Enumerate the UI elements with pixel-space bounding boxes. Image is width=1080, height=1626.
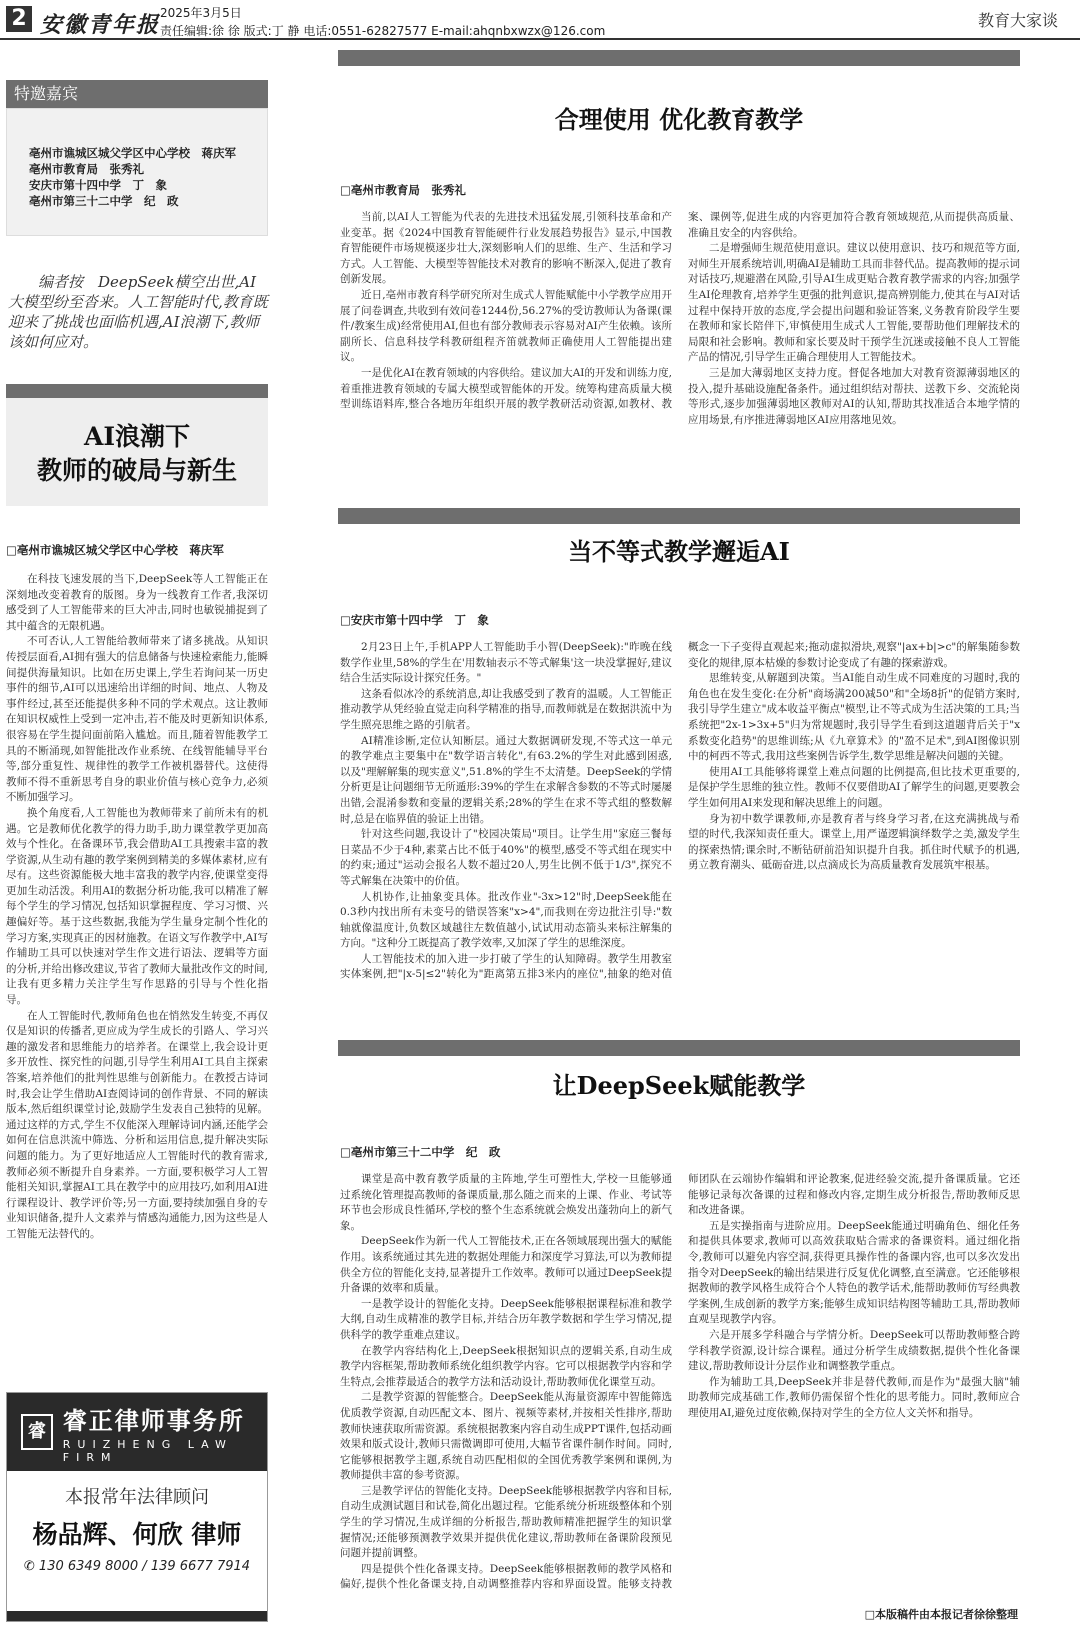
feature-title [6,420,268,488]
article3-title: 当不等式教学邂逅AI [568,537,790,566]
article1-paragraph: 不可否认,人工智能给教师带来了诸多挑战。从知识传授层面看,AI拥有强大的信息储备与快速检索能力,能瞬间提供海量知识。比如在历史课上,学生若询问某一历史事件的细节,AI可以迅速给出详细的时间、地点、人物及事件经过,甚至还能提供多种不同的学术观点。这让教师在知识权威性上受到一定冲击,若不能及时更新知识体系,很容易在学生提问面前陷入尴尬。而且,随着智能教学工具的不断涌现,如智能批改作业系统、在线智能辅导平台等,部分重复性、规律性的教学工作被机器替代。这使得教师不得不重新思考自身的职业价值与核心竞争力,必须不断加强学习。 [6,635,268,804]
article1-paragraph: 在人工智能时代,教师角色也在悄然发生转变,不再仅仅是知识的传播者,更应成为学生成长的引路人、学习兴趣的激发者和思维能力的培养者。在课堂上,我会设计更多开放性、探究性的问题,引导学生利用AI工具自主探索答案,培养他们的批判性思维与创新能力。在教授古诗词时,我会让学生借助AI查阅诗词的创作背景、不同的解读版本,然后组织课堂讨论,鼓励学生发表自己独特的见解。通过这样的方式,学生不仅能深入理解诗词内涵,还能学会如何在信息洪流中筛选、分析和运用信息,提升解决实际问题的能力。为了更好地适应人工智能时代的教育需求,教师必须不断提升自身素养。一方面,要积极学习人工智能相关知识,掌握AI工具在教学中的应用技巧,如利用AI进行课程设计、教学评价等;另一方面,要持续加强自身的专业知识储备,提升人文素养与情感沟通能力,因为这些是人工智能无法替代的。 [6,1009,268,1240]
ad-tagline: 本报常年法律顾问 [65,1487,209,1508]
ad-footer-bar [7,1611,267,1621]
article3-title-bar [338,508,1020,524]
article4-paragraph: 二是教学资源的智能整合。DeepSeek能从海量资源库中智能筛选优质教学资源,自动匹配文本、图片、视频等素材,并按相关性排序,帮助教师快速获取所需资源。系统根据教案内容自动生成PPT课件,包括动画效果和版式设计,教师只需微调即可使用,大幅节省课件制作时间。同时,它能够根据教学主题,系统自动匹配相似的全国优秀教学案例和课例,为教师提供丰富的参考资源。 [340,1391,672,1482]
article2-paragraph: 当前,以AI人工智能为代表的先进技术迅猛发展,引领科技革命和产业变革。据《2024中国教育智能硬件行业发展趋势报告》显示,中国教育智能硬件市场规模逐步壮大,深刻影响人们的思维、生产、生活和学习方式。人工智能、大模型等智能技术对教育的影响不断深入,促进了教育创新发展。 [340,211,672,286]
paper-name: 安徽青年报 [40,12,161,38]
law-firm-ad [6,1392,268,1622]
article1-byline: □亳州市谯城区城父学区中心学校 蒋庆军 [6,543,224,557]
article2-paragraph: 三是加大薄弱地区支持力度。督促各地加大对教育资源薄弱地区的投入,提升基础设施配备条件。通过组织结对帮扶、送教下乡、交流轮岗等形式,逐步加强薄弱地区教师对AI的认知,帮助其找准适合本地学情的应用场景,有序推进薄弱地区AI应用落地见效。 [688,366,1020,426]
article3-paragraph: 针对这些问题,我设计了"校园决策局"项目。让学生用"家庭三餐每日菜品不少于4种,素菜占比不低于40%"的模型,感受不等式组在现实中的约束;通过"运动会报名人数不超过20人,男生比例不低于1/3",探究不等式解集在决策中的价值。 [340,828,672,887]
article3-paragraph: 人机协作,让抽象变具体。批改作业"-3x>12"时,DeepSeek能在0.3秒内找出所有未变号的错误答案"x>4",而我则在旁边批注引导:"数轴就像温度计,负数区域越往左数值越小,试试用动态箭头来标注解集的方向。"这种分工既提高了教学效率,又加深了学生的思维深度。 [340,890,672,950]
guest-item: 亳州市第三十二中学 纪 政 [29,194,179,208]
article3-paragraph: 2月23日上午,手机APP人工智能助手小智(DeepSeek):"昨晚在线数学作业里,58%的学生在'用数轴表示不等式解集'这一块没掌握好,建议结合生活实际设计探究任务。" [340,641,672,685]
ad-lawyers: 杨品辉、何欣 律师 [32,1520,242,1549]
article2-paragraph: 一是优化AI在教育领域的内容供给。建议加大AI的开发和训练力度,着重推进教育领域的专属大模型或智能体的开发。统筹构建高质量大模型训练语料库,整合各地历年组织开展的教学教研活动资源,如教材、教案、课例等,促进生成的内容更加符合教育领域规范,从而提供高质量、准确且安全的内容供给。 [340,211,1020,411]
article4-paragraph: 四是提供个性化备课支持。DeepSeek能够根据教师的教学风格和偏好,提供个性化备课支持,自动调整推荐内容和界面设置。能够支持教师团队在云端协作编辑和评论教案,促进经验交流,提升备课质量。它还能够记录每次备课的过程和修改内容,定期生成分析报告,帮助教师反思和改进备课。 [340,1173,1020,1591]
issue-date: 2025年3月5日 [160,6,242,20]
law-firm-logo-icon: 睿 [21,1414,53,1450]
compiled-by-signature: □本版稿件由本报记者徐徐整理 [864,1608,1018,1621]
article3-paragraph: 人工智能技术的加入进一步打破了学生的认知障碍。教学生用教室实体案例,把"|x-5|≤2"转化为"距离第五排3米内的座位",抽象的绝对值概念一下子变得直观起来;拖动虚拟滑块,观察"|ax+b|>c"的解集随参数变化的规律,原本枯燥的参数讨论变成了有趣的探索游戏。 [340,641,1020,981]
feature-title-line1: AI浪潮下 [83,422,191,451]
article4-paragraph: DeepSeek作为新一代人工智能技术,正在各领域展现出强大的赋能作用。该系统通过其先进的数据处理能力和深度学习算法,可以为教师提供全方位的智能化支持,显著提升工作效率。教师可以通过DeepSeek提升备课的效率和质量。 [340,1235,672,1295]
article3-paragraph: 这条看似冰冷的系统消息,却让我感受到了教育的温暖。人工智能正推动教学从凭经验直觉走向科学精准的指导,而教师就是在数据洪流中为学生照亮思维之路的引航者。 [340,687,672,731]
article4-paragraph: 课堂是高中教育教学质量的主阵地,学生可塑性大,学校一旦能够通过系统化管理提高教师的备课质量,那么随之而来的上课、作业、考试等环节也会形成良性循环,学校的整个生态系统就会焕发出蓬勃向上的新气象。 [340,1173,672,1232]
article2-body [340,210,1020,442]
article4-body [340,1172,1020,1602]
law-firm-name-en: RUIZHENG LAW FIRM [62,1437,233,1464]
editor-note: 编者按 DeepSeek横空出世,AI大模型纷至沓来。人工智能时代,教育既迎来了挑战也面临机遇,AI浪潮下,教师该如何应对。 [8,273,268,351]
feature-title-line2: 教师的破局与新生 [36,456,237,485]
article3-paragraph: 使用AI工具能够将课堂上难点问题的比例提高,但比技术更重要的,是保护学生思维的独立性。教师不仅要借助AI了解学生的问题,更要教会学生如何用AI来发现和解决思维上的问题。 [688,765,1020,809]
article4-paragraph: 作为辅助工具,DeepSeek并非是替代教师,而是作为"最强大脑"辅助教师完成基础工作,教师仍需保留个性化的思考能力。同时,教师应合理使用AI,避免过度依赖,保持对学生的全方位人文关怀和指导。 [688,1375,1020,1419]
ad-header [7,1393,267,1471]
article2-byline: □亳州市教育局 张秀礼 [340,183,466,197]
article2-paragraph: 近日,亳州市教育科学研究所对生成式人智能赋能中小学教学应用开展了问卷调查,共收到有效问卷1244份,56.27%的受访教师认为备课(课件/教案生成)经常使用AI,但也有部分教师表示容易对AI产生依赖。该所副所长、信息科技学科教研组程齐笛就教师正确使用人工智能提出建议。 [340,288,672,364]
article4-paragraph: 一是教学设计的智能化支持。DeepSeek能够根据课程标准和教学大纲,自动生成精准的教学目标,并结合历年教学数据和学生学习情况,提供科学的教学重难点建议。 [340,1297,672,1341]
article2-title: 合理使用 优化教育教学 [554,105,804,134]
article4-paragraph: 六是开展多学科融合与学情分析。DeepSeek可以帮助教师整合跨学科教学资源,设计综合课程。通过分析学生成绩数据,提供个性化备课建议,帮助教师设计分层作业和调整教学重点。 [688,1328,1020,1373]
article4-title: 让DeepSeek赋能教学 [552,1071,806,1100]
guest-item: 亳州市谯城区城父学区中心学校 蒋庆军 [29,146,236,160]
feature-bar [6,384,268,398]
section-name: 教育大家谈 [977,11,1058,30]
article4-paragraph: 在教学内容结构化上,DeepSeek根据知识点的逻辑关系,自动生成教学内容框架,帮助教师系统化组织教学内容。它可以根据教学内容和学生特点,会推荐最适合的教学方法和活动设计,帮助教师优化课堂互动。 [340,1344,672,1388]
masthead-rule [0,38,1080,40]
article3-body [340,640,1020,984]
article3-byline: □安庆市第十四中学 丁 象 [340,613,489,627]
article4-byline: □亳州市第三十二中学 纪 政 [340,1145,501,1159]
ad-phone: ✆ 130 6349 8000 / 139 6677 7914 [23,1559,251,1574]
feature-title-box [6,384,268,506]
law-firm-name: 睿正律师事务所 [62,1406,245,1435]
guests-heading: 特邀嘉宾 [6,80,268,108]
article4-paragraph: 五是实操指南与进阶应用。DeepSeek能通过明确角色、细化任务和提供具体要求,教师可以高效获取贴合需求的备课资料。通过细化指令,教师可以避免内容空洞,获得更具操作性的备课内容,也可以多次发出指令对DeepSeek的输出结果进行反复优化调整,直至满意。它还能够根据教师的教学风格生成符合个人特色的教学话术,能帮助教师仿写经典教学案例,生成创新的教学方案;能够生成知识结构图等辅助工具,帮助教师直观呈现教学内容。 [688,1219,1020,1326]
article4-paragraph: 三是教学评估的智能化支持。DeepSeek能够根据教学内容和目标,自动生成测试题目和试卷,简化出题过程。它能系统分析班级整体和个别学生的学习情况,生成详细的分析报告,帮助教师精准把握学生的知识掌握情况;还能够预测教学效果并提供优化建议,帮助教师在备课阶段预见问题并提前调整。 [340,1484,672,1560]
guests-list [6,108,268,236]
article1-paragraph: 换个角度看,人工智能也为教师带来了前所未有的机遇。它是教师优化教学的得力助手,助力课堂教学更加高效与个性化。在备课环节,我会借助AI工具搜索丰富的教学资源,从生动有趣的教学案例到精美的多媒体素材,应有尽有。这些资源能极大地丰富我的教学内容,使课堂变得更加生动活泼。利用AI的数据分析功能,我可以精准了解每个学生的学习情况,包括知识掌握程度、学习习惯、兴趣偏好等。基于这些数据,我能为学生量身定制个性化的学习方案,实现真正的因材施教。在语文写作教学中,AI写作辅助工具可以快速对学生作文进行语法、逻辑等方面的分析,并给出修改建议,节省了教师大量批改作文的时间,让我有更多精力关注学生写作思路的引导与个性化指导。 [6,806,268,1007]
guest-item: 安庆市第十四中学 丁 象 [29,178,167,192]
article2-paragraph: 二是增强师生规范使用意识。建议以使用意识、技巧和规范等方面,对师生开展系统培训,明确AI是辅助工具而非替代品。提高教师的提示词对话技巧,规避潜在风险,引导AI生成更贴合教育教学需求的内容;加强学生AI伦理教育,培养学生更强的批判意识,提高辨别能力,使其在与AI对话过程中保持开放的态度,学会提出问题和验证答案,义务教育阶段学生要在教师和家长陪伴下,审慎使用生成式人工智能,要帮助他们理解技术的局限和社会影响。教师和家长要及时干预学生沉迷或接触不良人工智能产品的情况,引导学生正确合理使用人工智能技术。 [688,242,1020,364]
article1-paragraph: 在科技飞速发展的当下,DeepSeek等人工智能正在深刻地改变着教育的版图。身为一线教育工作者,我深切感受到了人工智能带来的巨大冲击,同时也敏锐捕捉到了其中蕴含的无限机遇。 [6,573,268,632]
article3-paragraph: 身为初中数学课教师,亦是教育者与终身学习者,在这充满挑战与希望的时代,我深知责任重大。课堂上,用严谨逻辑演绎数学之美,激发学生的探索热情;课余时,不断钻研前沿知识提升自我。抓住时代赋予的机遇,勇立教育潮头、砥砺奋进,以点滴成长为高质量教育发展筑牢根基。 [688,812,1020,872]
article4-title-bar [338,1040,1020,1056]
editor-credits: 责任编辑:徐 徐 版式:丁 静 电话:0551-62827577 E-mail:ahqnbxwzx@126.com [160,24,606,38]
masthead-meta [160,4,605,40]
article2-title-bar [338,50,1020,66]
page-number: 2 [6,6,32,32]
article1-body [6,572,268,1372]
article3-paragraph: 思维转变,从解题到决策。当AI能自动生成不同难度的习题时,我的角色也在发生变化:在分析"商场满200减50"和"全场8折"的促销方案时,我引导学生建立"成本收益平衡点"模型,让不等式成为生活决策的工具;当系统把"2x-1>3x+5"归为常规题时,我引导学生看到这道题背后关于"x系数变化趋势"的思维训练;从《九章算术》的"盈不足术",到AI图像识别中的柯西不等式,我用这些案例告诉学生,数学思维是解决问题的关键。 [688,672,1020,763]
guest-item: 亳州市教育局 张秀礼 [29,162,144,176]
article3-paragraph: AI精准诊断,定位认知断层。通过大数据调研发现,不等式这一单元的教学难点主要集中在"数学语言转化",有63.2%的学生对此感到困惑,以及"理解解集的现实意义",51.8%的学生不太清楚。DeepSeek的学情分析更是让问题细节无所遁形:39%的学生在求解含参数的不等式时屡屡出错,会混淆参数和变量的逻辑关系;28%的学生在求不等式组的整数解时,总是在临界值的验证上出错。 [340,734,672,825]
